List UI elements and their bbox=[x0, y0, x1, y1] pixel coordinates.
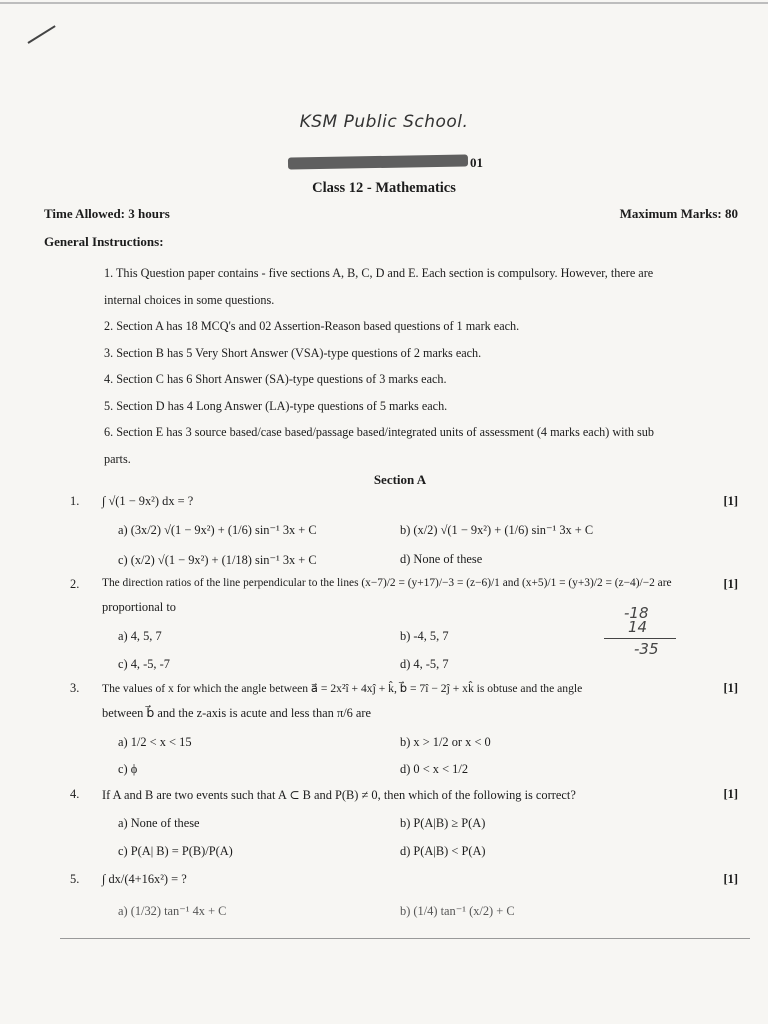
instruction-text: 1. This Question paper contains - five sections A, B, C, D and E. Each section is compulsory. However, there are bbox=[104, 266, 654, 280]
instruction-item bbox=[104, 260, 724, 313]
question-number: 4. bbox=[70, 787, 80, 801]
maximum-marks: Maximum Marks: 80 bbox=[619, 206, 738, 221]
option-a: a) 4, 5, 7 bbox=[118, 629, 162, 643]
paper-code bbox=[288, 156, 498, 170]
page-fold-line bbox=[60, 938, 750, 939]
handwritten-number: 14 bbox=[628, 618, 648, 636]
instructions-list bbox=[104, 260, 724, 472]
option-b: b) -4, 5, 7 bbox=[400, 629, 449, 643]
instruction-text: 4. Section C has 6 Short Answer (SA)-type questions of 3 marks each. bbox=[104, 372, 447, 386]
option-a: a) (1/32) tan⁻¹ 4x + C bbox=[118, 904, 227, 918]
page-edge bbox=[0, 2, 768, 4]
option-a: a) (3x/2) √(1 − 9x²) + (1/6) sin⁻¹ 3x + C bbox=[118, 523, 317, 537]
instruction-item bbox=[104, 313, 724, 340]
option-c: c) P(A| B) = P(B)/P(A) bbox=[118, 844, 233, 858]
handwritten-calculation bbox=[604, 604, 684, 660]
question-number: 2. bbox=[70, 577, 80, 591]
question-stem: The direction ratios of the line perpendicular to the lines (x−7)/2 = (y+17)/−3 = (z−6)/1 and (x+5)/1 = (y+3)/2 = (z−4)/−2 are bbox=[102, 577, 672, 589]
instruction-item bbox=[104, 366, 724, 393]
question-stem: ∫ dx/(4+16x²) = ? bbox=[102, 872, 187, 886]
question-marks: [1] bbox=[723, 494, 738, 508]
option-c: c) ϕ bbox=[118, 762, 138, 776]
option-d: d) P(A|B) < P(A) bbox=[400, 844, 486, 858]
instruction-text: 3. Section B has 5 Very Short Answer (VSA)-type questions of 2 marks each. bbox=[104, 345, 482, 360]
question-marks: [1] bbox=[723, 787, 738, 801]
instruction-text: 2. Section A has 18 MCQ's and 02 Assertion-Reason based questions of 1 mark each. bbox=[104, 319, 520, 333]
handwritten-number: -35 bbox=[634, 640, 659, 658]
question-number: 1. bbox=[70, 494, 80, 508]
question-number: 5. bbox=[70, 872, 80, 886]
question-number: 3. bbox=[70, 681, 80, 695]
handwritten-number: -18 bbox=[624, 604, 649, 622]
question-stem-cont: proportional to bbox=[102, 600, 176, 614]
option-d: d) None of these bbox=[400, 552, 483, 566]
option-d: d) 0 < x < 1/2 bbox=[400, 762, 469, 776]
question-stem: If A and B are two events such that A ⊂ B and P(B) ≠ 0, then which of the following is correct? bbox=[102, 788, 576, 802]
option-d: d) 4, -5, 7 bbox=[400, 657, 449, 671]
instruction-text: 5. Section D has 4 Long Answer (LA)-type questions of 5 marks each. bbox=[104, 398, 448, 413]
paper-code-suffix: 01 bbox=[470, 155, 483, 170]
option-a: a) None of these bbox=[118, 816, 200, 830]
option-b: b) x > 1/2 or x < 0 bbox=[400, 735, 491, 749]
question-stem: The values of x for which the angle between a⃗ = 2x²î + 4xĵ + k̂, b⃗ = 7î − 2ĵ + xk̂ is obtuse and the angle bbox=[102, 682, 583, 695]
option-a: a) 1/2 < x < 15 bbox=[118, 735, 192, 749]
question-stem: ∫ √(1 − 9x²) dx = ? bbox=[102, 494, 194, 508]
option-b: b) (x/2) √(1 − 9x²) + (1/6) sin⁻¹ 3x + C bbox=[400, 523, 594, 537]
option-b: b) (1/4) tan⁻¹ (x/2) + C bbox=[400, 904, 515, 918]
option-c: c) (x/2) √(1 − 9x²) + (1/18) sin⁻¹ 3x + C bbox=[118, 553, 317, 567]
section-title: Section A bbox=[373, 472, 427, 487]
instruction-item bbox=[104, 419, 724, 472]
instruction-item bbox=[104, 393, 724, 420]
cut-off-row bbox=[0, 930, 768, 950]
pen-mark bbox=[27, 25, 55, 44]
class-title: Class 12 - Mathematics bbox=[312, 180, 456, 196]
instruction-text-cont: parts. bbox=[104, 451, 131, 466]
time-allowed: Time Allowed: 3 hours bbox=[44, 206, 170, 221]
instruction-text: 6. Section E has 3 source based/case based/passage based/integrated units of assessment (4 marks each) with sub bbox=[104, 425, 654, 439]
question-stem-cont: between b⃗ and the z-axis is acute and less than π/6 are bbox=[102, 706, 372, 720]
handwritten-rule bbox=[604, 638, 676, 639]
question-marks: [1] bbox=[723, 577, 738, 591]
school-name: KSM Public School. bbox=[299, 112, 469, 132]
instruction-item bbox=[104, 340, 724, 367]
instruction-text-cont: internal choices in some questions. bbox=[104, 292, 275, 307]
option-c: c) 4, -5, -7 bbox=[118, 657, 170, 671]
question-marks: [1] bbox=[723, 681, 738, 695]
general-instructions-heading: General Instructions: bbox=[44, 234, 164, 249]
redaction-scribble bbox=[288, 154, 468, 169]
question-marks: [1] bbox=[723, 872, 738, 886]
option-b: b) P(A|B) ≥ P(A) bbox=[400, 816, 486, 830]
